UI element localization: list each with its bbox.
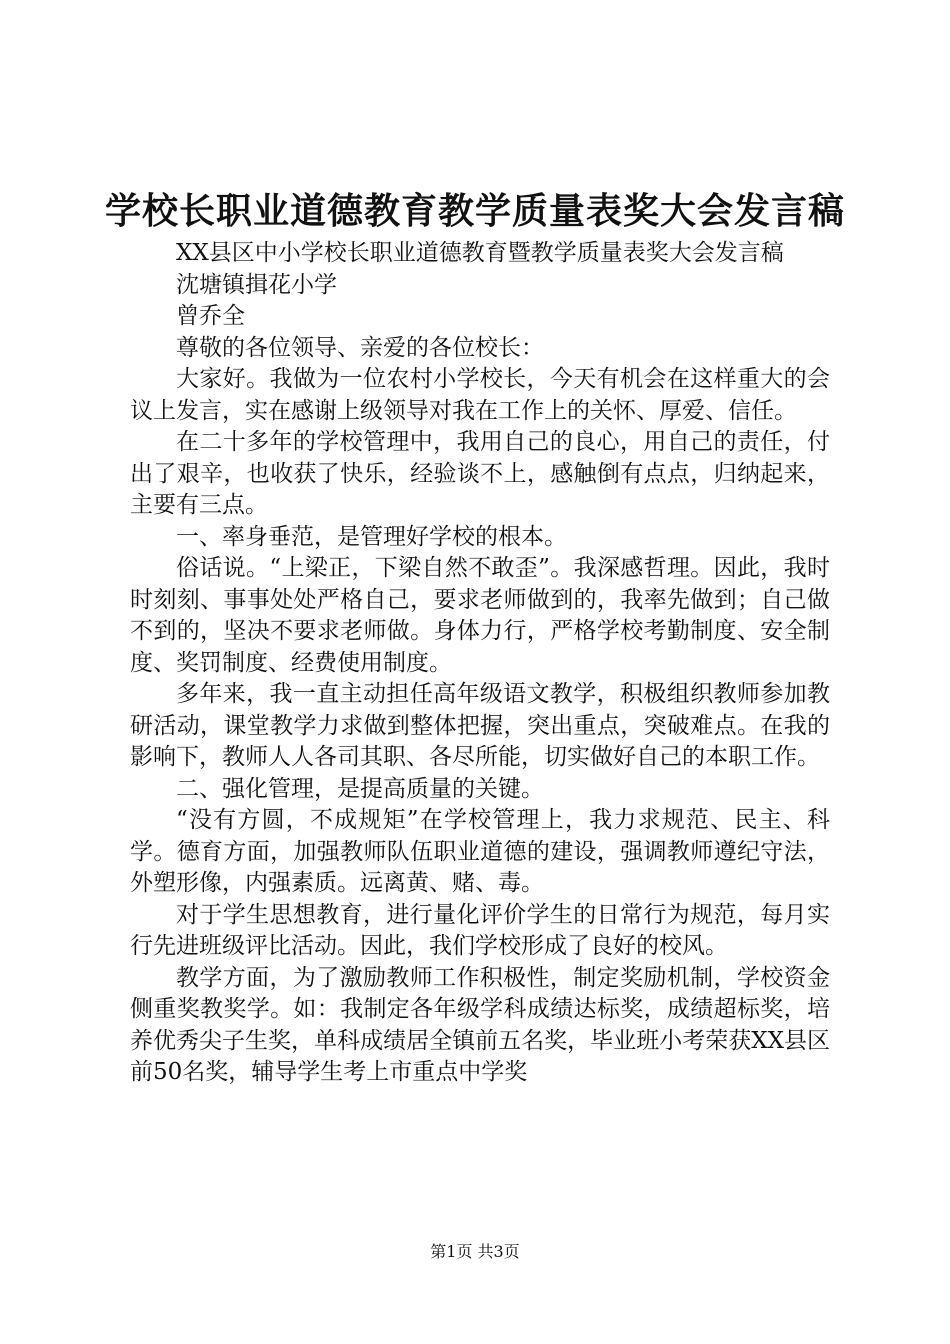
paragraph: 多年来，我一直主动担任高年级语文教学，积极组织教师参加教研活动，课堂教学力求做到整体把握，突出重点，突破难点。在我的影响下，教师人人各司其职、各尽所能，切实做好自己的本职工作。 xyxy=(130,681,830,770)
paragraph: 教学方面，为了激励教师工作积极性，制定奖励机制，学校资金侧重奖教奖学。如：我制定各年级学科成绩达标奖，成绩超标奖，培养优秀尖子生奖，单科成绩居全镇前五名奖，毕业班小考荣获XX县区前50名奖，辅导学生考上市重点中学奖 xyxy=(130,964,830,1085)
paragraph-author: 曾乔全 xyxy=(176,303,245,329)
paragraph: 大家好。我做为一位农村小学校长，今天有机会在这样重大的会议上发言，实在感谢上级领导对我在工作上的关怀、厚爱、信任。 xyxy=(130,366,830,424)
section-heading: 一、率身垂范，是管理好学校的根本。 xyxy=(176,523,567,550)
page-number: 第1页 共3页 xyxy=(430,1242,520,1261)
paragraph-school: 沈塘镇揖花小学 xyxy=(176,271,337,298)
paragraph-salutation: 尊敬的各位领导、亲爱的各位校长： xyxy=(176,334,544,361)
paragraph: 在二十多年的学校管理中，我用自己的良心，用自己的责任，付出了艰辛，也收获了快乐，经验谈不上，感触倒有点点，归纳起来，主要有三点。 xyxy=(130,429,830,518)
section-heading: 二、强化管理，是提高质量的关键。 xyxy=(176,775,544,802)
paragraph-subtitle: XX县区中小学校长职业道德教育暨教学质量表奖大会发言稿 xyxy=(176,240,784,266)
document-body xyxy=(130,238,830,1089)
paragraph: “没有方圆，不成规矩”在学校管理上，我力求规范、民主、科学。德育方面，加强教师队伍职业道德的建设，强调教师遵纪守法，外塑形像，内强素质。远离黄、赌、毒。 xyxy=(130,807,830,896)
paragraph: 对于学生思想教育，进行量化评价学生的日常行为规范，每月实行先进班级评比活动。因此，我们学校形成了良好的校风。 xyxy=(130,901,830,959)
document-title: 学校长职业道德教育教学质量表奖大会发言稿 xyxy=(104,190,845,232)
paragraph: 俗话说。“上梁正，下梁自然不敢歪”。我深感哲理。因此，我时时刻刻、事事处处严格自己，要求老师做到的，我率先做到；自己做不到的，坚决不要求老师做。身体力行，严格学校考勤制度、安全制度、奖罚制度、经费使用制度。 xyxy=(130,555,830,676)
